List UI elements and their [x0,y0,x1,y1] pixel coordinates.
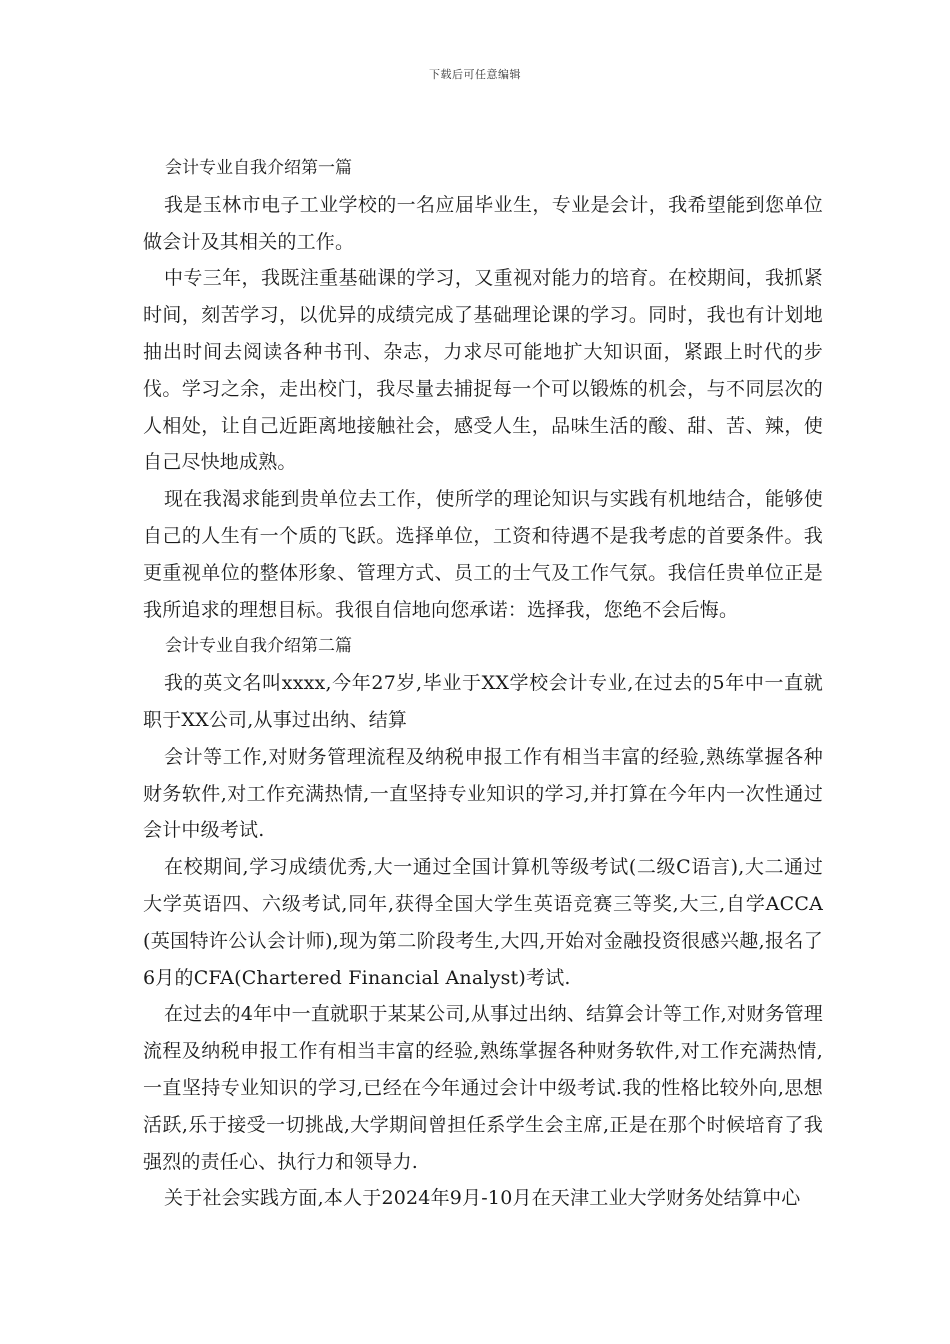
section-2-paragraph: 在校期间,学习成绩优秀,大一通过全国计算机等级考试(二级C语言),大二通过大学英语四、六级考试,同年,获得全国大学生英语竞赛三等奖,大三,自学ACCA(英国特许公认会计师),现为第二阶段考生,大四,开始对金融投资很感兴趣,报名了6月的CFA(Chartered Financial Analyst)考试. [143,856,823,989]
section-1-paragraph: 中专三年，我既注重基础课的学习，又重视对能力的培育。在校期间，我抓紧时间，刻苦学习，以优异的成绩完成了基础理论课的学习。同时，我也有计划地抽出时间去阅读各种书刊、杂志，力求尽可能地扩大知识面，紧跟上时代的步伐。学习之余，走出校门，我尽量去捕捉每一个可以锻炼的机会，与不同层次的人相处，让自己近距离地接触社会，感受人生，品味生活的酸、甜、苦、辣，使自己尽快地成熟。 [143,267,823,474]
section-1-title: 会计专业自我介绍第一篇 [165,158,352,178]
document-body [143,150,823,1217]
section-2-paragraph: 在过去的4年中一直就职于某某公司,从事过出纳、结算会计等工作,对财务管理流程及纳税申报工作有相当丰富的经验,熟练掌握各种财务软件,对工作充满热情,一直坚持专业知识的学习,已经在今年通过会计中级考试.我的性格比较外向,思想活跃,乐于接受一切挑战,大学期间曾担任系学生会主席,正是在那个时候培育了我强烈的责任心、执行力和领导力. [143,1003,823,1173]
section-1-paragraph: 我是玉林市电子工业学校的一名应届毕业生，专业是会计，我希望能到您单位做会计及其相关的工作。 [143,193,823,253]
section-2-paragraph: 关于社会实践方面,本人于2024年9月-10月在天津工业大学财务处结算中心 [164,1187,801,1210]
section-2-paragraph: 会计等工作,对财务管理流程及纳税申报工作有相当丰富的经验,熟练掌握各种财务软件,对工作充满热情,一直坚持专业知识的学习,并打算在今年内一次性通过会计中级考试. [143,745,823,842]
header-note: 下载后可任意编辑 [429,68,521,81]
section-2-title: 会计专业自我介绍第二篇 [165,636,352,657]
section-1-paragraph: 现在我渴求能到贵单位去工作，使所学的理论知识与实践有机地结合，能够使自己的人生有一个质的飞跃。选择单位，工资和待遇不是我考虑的首要条件。我更重视单位的整体形象、管理方式、员工的士气及工作气氛。我信任贵单位正是我所追求的理想目标。我很自信地向您承诺：选择我，您绝不会后悔。 [143,488,823,621]
section-2-paragraph: 我的英文名叫xxxx,今年27岁,毕业于XX学校会计专业,在过去的5年中一直就职于XX公司,从事过出纳、结算 [143,672,823,731]
